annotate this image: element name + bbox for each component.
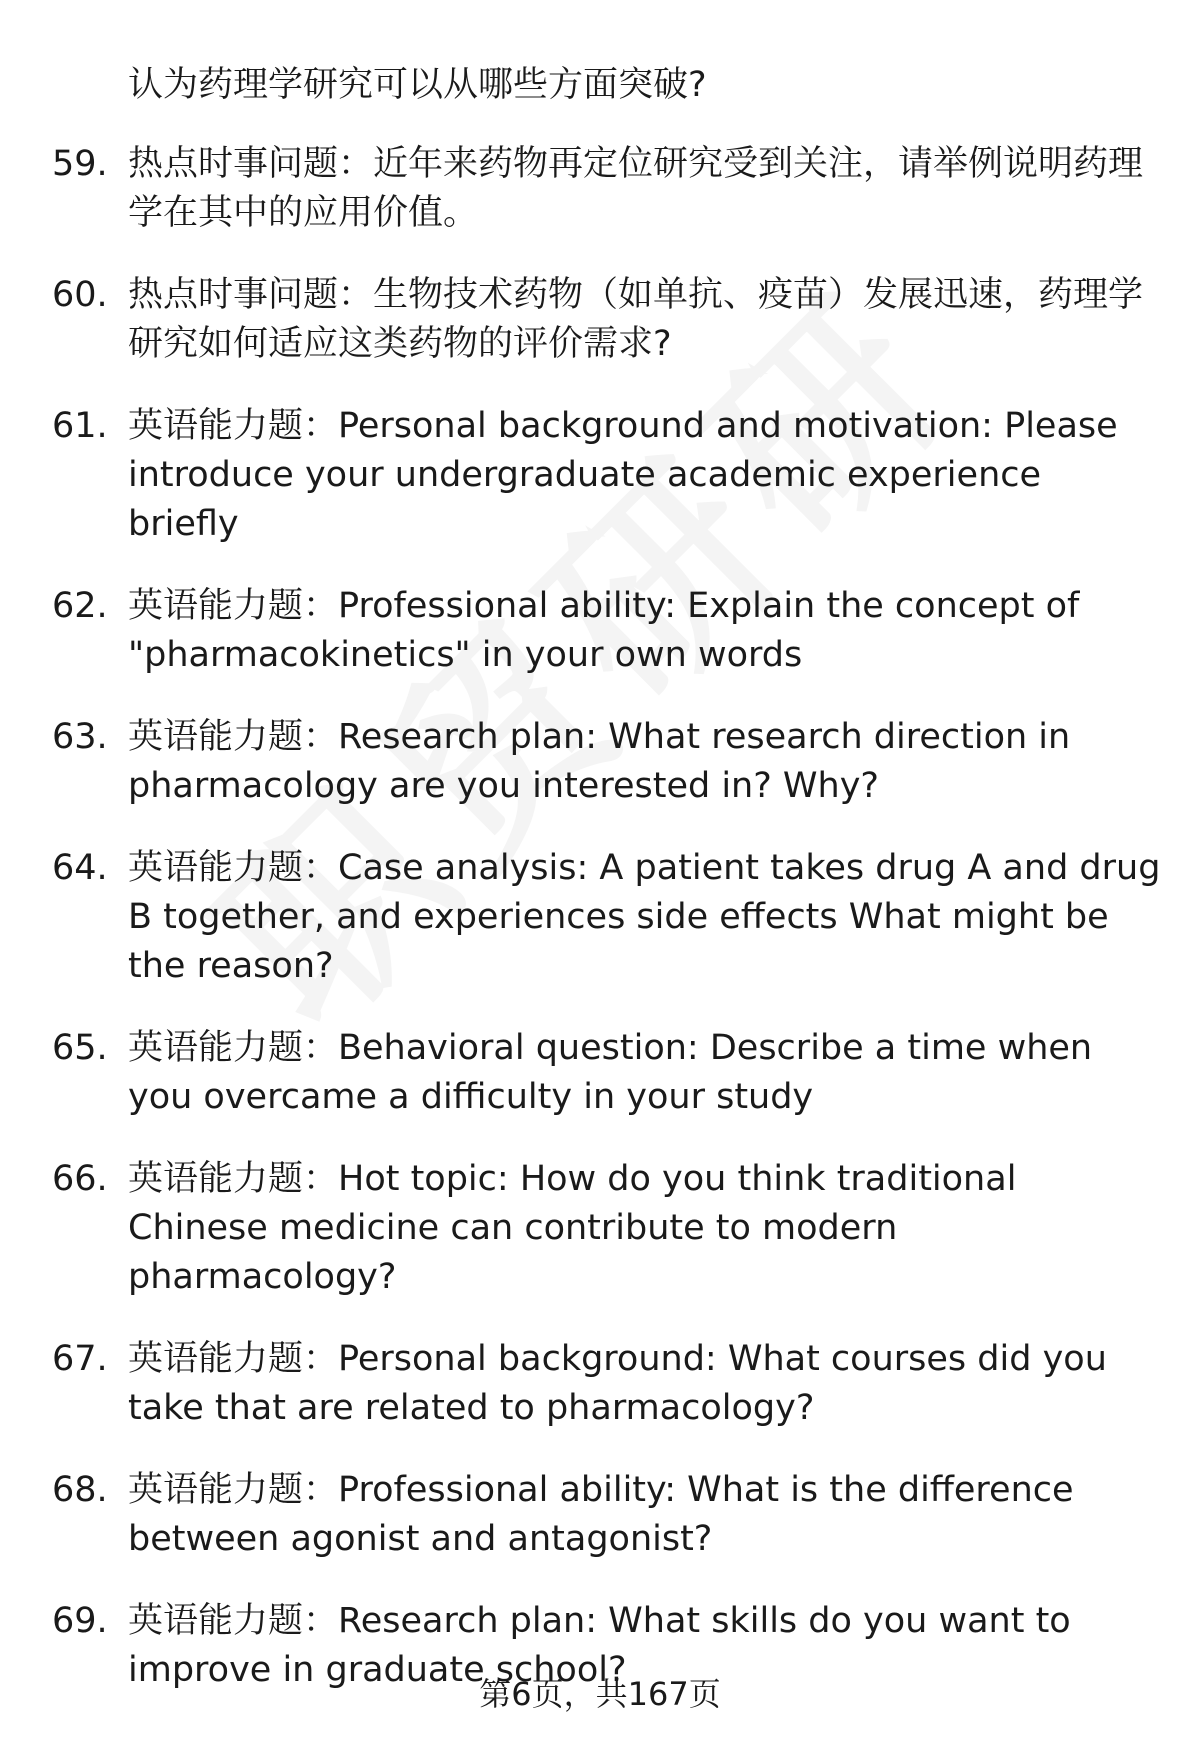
list-item bbox=[52, 140, 1162, 238]
question-number: 59. bbox=[52, 144, 108, 184]
page-footer: 第6页，共167页 bbox=[479, 1675, 721, 1713]
question-number: 60. bbox=[52, 275, 108, 315]
question-text: 英语能力题：Hot topic: How do you think traditional Chinese medicine can contribute to modern pharmacology? bbox=[128, 1159, 1017, 1297]
question-text: 英语能力题：Personal background and motivation: Please introduce your undergraduate academic experience briefly bbox=[128, 406, 1118, 544]
list-item bbox=[52, 1024, 1162, 1122]
continuation-text: 认为药理学研究可以从哪些方面突破? bbox=[128, 65, 707, 105]
question-text: 英语能力题：Research plan: What skills do you want to improve in graduate school? bbox=[128, 1601, 1071, 1690]
question-number: 62. bbox=[52, 586, 108, 626]
question-number: 66. bbox=[52, 1159, 108, 1199]
question-text: 英语能力题：Behavioral question: Describe a time when you overcame a difficulty in your study bbox=[128, 1028, 1093, 1117]
question-number: 64. bbox=[52, 848, 108, 888]
list-item bbox=[52, 582, 1162, 680]
question-text: 英语能力题：Personal background: What courses did you take that are related to pharmacology? bbox=[128, 1339, 1107, 1428]
list-item bbox=[52, 271, 1162, 369]
question-text: 英语能力题：Professional ability: Explain the concept of "pharmacokinetics" in your own words bbox=[128, 586, 1080, 675]
list-item bbox=[52, 402, 1162, 549]
question-text: 英语能力题：Research plan: What research direction in pharmacology are you interested in? Why? bbox=[128, 717, 1071, 806]
list-item bbox=[52, 844, 1162, 991]
question-number: 65. bbox=[52, 1028, 108, 1068]
question-number: 61. bbox=[52, 406, 108, 446]
question-text: 英语能力题：Professional ability: What is the difference between agonist and antagonist? bbox=[128, 1470, 1074, 1559]
question-text: 英语能力题：Case analysis: A patient takes drug A and drug B together, and experiences side effects What might be the reason? bbox=[128, 848, 1161, 986]
question-list bbox=[52, 140, 1162, 1728]
list-item bbox=[52, 1155, 1162, 1302]
question-text: 热点时事问题：生物技术药物（如单抗、疫苗）发展迅速，药理学研究如何适应这类药物的评价需求? bbox=[128, 275, 1144, 364]
question-number: 68. bbox=[52, 1470, 108, 1510]
question-number: 69. bbox=[52, 1601, 108, 1641]
question-number: 67. bbox=[52, 1339, 108, 1379]
list-item bbox=[52, 1466, 1162, 1564]
question-number: 63. bbox=[52, 717, 108, 757]
list-item bbox=[52, 713, 1162, 811]
list-item bbox=[52, 1335, 1162, 1433]
question-text: 热点时事问题：近年来药物再定位研究受到关注，请举例说明药理学在其中的应用价值。 bbox=[128, 144, 1144, 233]
